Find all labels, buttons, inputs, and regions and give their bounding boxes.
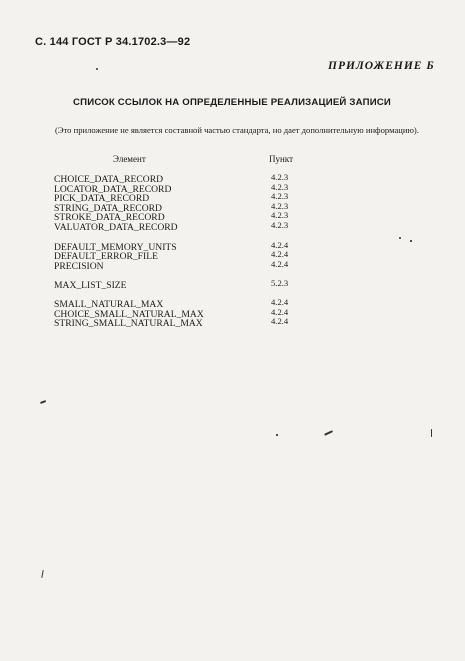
scan-speck (324, 430, 333, 435)
scan-speck (399, 237, 401, 239)
column-header-element: Элемент (113, 154, 146, 164)
scan-speck (96, 68, 98, 70)
list-item: MAX_LIST_SIZE (54, 280, 127, 292)
scan-speck (276, 434, 278, 436)
element-list (54, 175, 204, 329)
column-header-item: Пункт (269, 154, 294, 164)
item-code: 4.2.4 (271, 296, 289, 307)
item-code: 4.2.4 (271, 249, 289, 260)
item-code: 4.2.4 (271, 306, 289, 317)
scan-speck (410, 240, 412, 242)
item-code: 5.2.3 (271, 278, 289, 289)
list-item: STROKE_DATA_RECORD (54, 212, 165, 224)
scan-speck (40, 400, 46, 403)
list-item: CHOICE_DATA_RECORD (54, 174, 164, 185)
list-item: CHOICE_SMALL_NATURAL_MAX (54, 308, 204, 320)
item-code: 4.2.3 (271, 181, 289, 192)
item-code: 4.2.3 (271, 200, 289, 211)
scan-speck (431, 429, 432, 437)
appendix-note: (Это приложение не является составной частью стандарта, но дает дополнительную информацию). (55, 125, 419, 135)
list-item: STRING_DATA_RECORD (54, 202, 162, 214)
list-item: PRECISION (54, 260, 104, 272)
item-code: 4.2.3 (271, 172, 289, 182)
item-code: 4.2.3 (271, 191, 289, 202)
list-item: PICK_DATA_RECORD (54, 193, 150, 205)
appendix-label: ПРИЛОЖЕНИЕ Б (328, 60, 435, 72)
scan-speck (41, 570, 44, 578)
page-header: С. 144 ГОСТ Р 34.1702.3—92 (35, 36, 191, 48)
list-item: DEFAULT_ERROR_FILE (54, 251, 158, 263)
list-item: STRING_SMALL_NATURAL_MAX (54, 318, 203, 330)
list-item: LOCATOR_DATA_RECORD (54, 183, 172, 195)
item-code: 4.2.4 (271, 258, 289, 269)
list-item: SMALL_NATURAL_MAX (54, 298, 164, 310)
list-item: DEFAULT_MEMORY_UNITS (54, 241, 177, 253)
item-code: 4.2.3 (271, 219, 289, 230)
item-code: 4.2.3 (271, 210, 289, 221)
document-title: СПИСОК ССЫЛОК НА ОПРЕДЕЛЕННЫЕ РЕАЛИЗАЦИЕЙ ЗАПИСИ (73, 97, 392, 108)
list-item: VALUATOR_DATA_RECORD (54, 221, 178, 233)
item-list (271, 173, 288, 327)
item-code: 4.2.4 (271, 316, 289, 327)
item-code: 4.2.4 (271, 239, 289, 250)
